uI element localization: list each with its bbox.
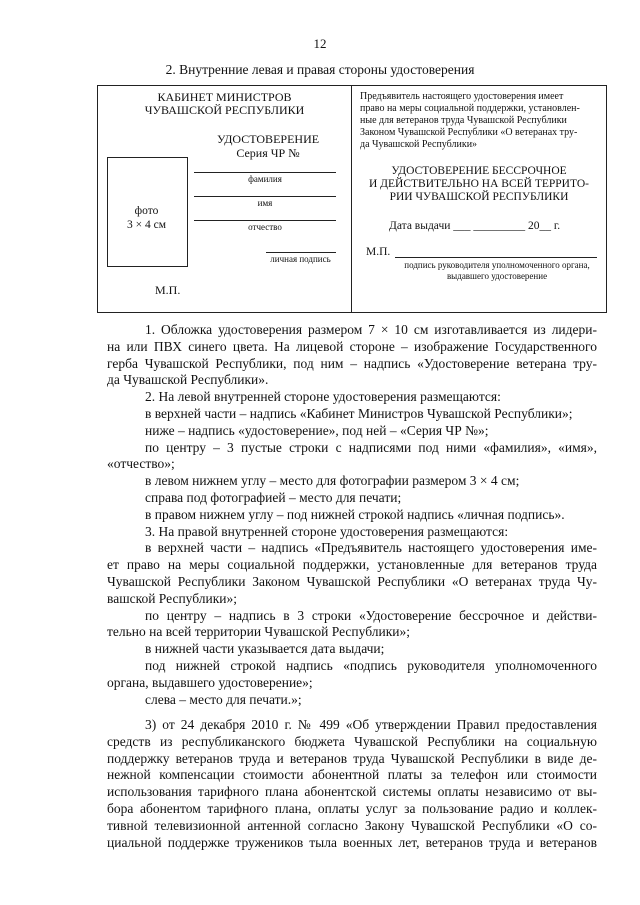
caption-line: подпись руководителя уполномоченного органа,: [404, 260, 590, 270]
body-line: бора абонентом тарифного плана, оплаты услуг за пользование радио и коллек-: [107, 800, 597, 816]
validity-line: И ДЕЙСТВИТЕЛЬНО НА ВСЕЙ ТЕРРИТО-: [369, 178, 589, 190]
body-line: по центру – 3 пустые строки с надписями под ними «фамилия», «имя»,: [145, 439, 597, 455]
validity-line: РИИ ЧУВАШСКОЙ РЕСПУБЛИКИ: [389, 191, 569, 203]
body-line: на или ПВХ синего цвета. На лицевой стороне – изображение Государственного: [107, 338, 597, 354]
body-line: ет право на меры социальной поддержки, установленные для ветеранов труда: [107, 557, 597, 573]
body-line: под нижней строкой надпись «подпись руководителя уполномоченного: [145, 657, 597, 673]
seal-label-right: М.П.: [366, 246, 391, 258]
bearer-text-line: ные для ветеранов труда Чувашской Республики: [360, 115, 567, 126]
cabinet-line-2: ЧУВАШСКОЙ РЕСПУБЛИКИ: [144, 103, 305, 117]
series-label: Серия ЧР №: [236, 146, 300, 160]
body-line: тивной телевизионной антенной согласно Закону Чувашской Республики «О со-: [107, 817, 597, 833]
caption-line: выдавшего удостоверение: [446, 271, 548, 281]
body-line: использования тарифного плана абонентской системы оплаты независимо от вы-: [107, 784, 597, 800]
body-line: «отчество»;: [107, 456, 175, 472]
surname-line: [194, 172, 336, 173]
body-line: ниже – надпись «удостоверение», под ней – «Серия ЧР №»;: [145, 422, 489, 438]
body-line: 1. Обложка удостоверения размером 7 × 10 см изготавливается из лидери-: [145, 322, 597, 337]
authority-signature-caption: [392, 260, 602, 282]
body-line: слева – место для печати.»;: [145, 691, 302, 707]
signature-caption: личная подпись: [270, 254, 331, 264]
bearer-text-line: право на меры социальной поддержки, установлен-: [360, 103, 580, 114]
body-line: по центру – надпись в 3 строки «Удостоверение бессрочное и действи-: [145, 607, 597, 623]
name-caption: имя: [257, 198, 273, 208]
body-line: да Чувашской Республики».: [107, 372, 269, 388]
body-line: в правом нижнем углу – под нижней строкой надпись «личная подпись».: [145, 506, 565, 522]
body-line: тельно на всей территории Чувашской Республики»;: [107, 624, 410, 640]
cabinet-line-1: КАБИНЕТ МИНИСТРОВ: [157, 90, 292, 104]
signature-line: [266, 252, 336, 253]
body-line: 3) от 24 декабря 2010 г. № 499 «Об утверждении Правил предоставления: [145, 717, 597, 732]
body-line: в нижней части указывается дата выдачи;: [145, 641, 385, 657]
page-number: 12: [313, 36, 327, 51]
body-line: 2. На левой внутренней стороне удостоверения размещаются:: [145, 389, 501, 405]
body-line: вашской Республики»;: [107, 590, 238, 606]
bearer-text: [360, 91, 600, 151]
name-line: [194, 196, 336, 197]
body-paragraphs: [107, 322, 597, 708]
bearer-text-line: да Чувашской Республики»: [360, 139, 478, 150]
bearer-text-line: Предъявитель настоящего удостоверения имеет: [360, 91, 564, 102]
issue-date: Дата выдачи ___ _________ 20__ г.: [389, 220, 561, 232]
body-line: поддержку ветеранов труда и ветеранов труда Чувашской Республики в виде де-: [107, 750, 597, 766]
seal-label-left: М.П.: [155, 283, 181, 297]
patronymic-caption: отчество: [248, 222, 282, 232]
body-line: в верхней части – надпись «Предъявитель настоящего удостоверения име-: [145, 540, 597, 556]
body-paragraphs-2: [107, 717, 597, 851]
body-line: справа под фотографией – место для печати;: [145, 489, 402, 505]
body-line: Чувашской Республики Законом Чувашской Республики «О ветеранах труда Чу-: [107, 573, 597, 589]
certificate-left-side: [98, 86, 352, 312]
section-heading: 2. Внутренние левая и правая стороны удостоверения: [165, 62, 475, 77]
body-line: 3. На правой внутренней стороне удостоверения размещаются:: [145, 523, 509, 539]
validity-line: УДОСТОВЕРЕНИЕ БЕССРОЧНОЕ: [391, 165, 567, 177]
certificate-spread: [97, 85, 607, 313]
body-line: циальной поддержке тружеников тыла военных лет, ветеранов труда и ветеранов: [107, 834, 597, 850]
body-line: органа, выдавшего удостоверение»;: [107, 674, 313, 690]
surname-caption: фамилия: [248, 174, 282, 184]
body-line: герба Чувашской Республики, под ним – надпись «Удостоверение ветерана тру-: [107, 355, 597, 371]
authority-signature-line: [395, 257, 597, 258]
certificate-title: УДОСТОВЕРЕНИЕ: [216, 132, 320, 146]
body-line: средств из республиканского бюджета Чувашской Республики на социальную: [107, 733, 597, 749]
patronymic-line: [194, 220, 336, 221]
bearer-text-line: Законом Чувашской Республики «О ветеранах тру-: [360, 127, 578, 138]
photo-label-line-1: фото: [134, 205, 159, 217]
body-line: в левом нижнем углу – место для фотографии размером 3 × 4 см;: [145, 473, 520, 489]
body-line: нежной компенсации стоимости абонентной платы за телефон или стоимости: [107, 767, 597, 783]
validity-text: [352, 165, 606, 204]
photo-label-line-2: 3 × 4 см: [127, 219, 166, 231]
certificate-right-side: [352, 86, 606, 312]
body-line: в верхней части – надпись «Кабинет Министров Чувашской Республики»;: [145, 405, 573, 421]
